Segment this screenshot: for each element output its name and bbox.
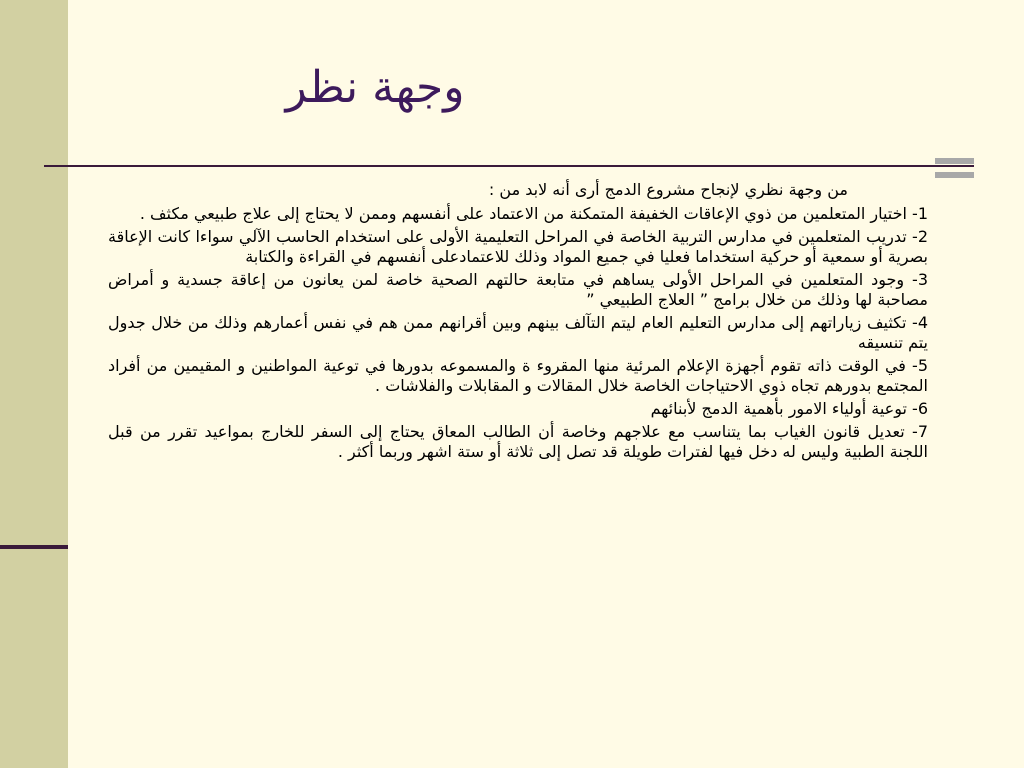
intro-text: من وجهة نظري لإنجاح مشروع الدمج أرى أنه لابد من : <box>488 180 848 199</box>
title-divider-line <box>44 165 974 167</box>
divider-accent-bottom <box>935 172 974 178</box>
slide-body <box>108 180 928 465</box>
divider-accent-top <box>935 158 974 164</box>
list-item: 4- تكثيف زياراتهم إلى مدارس التعليم العام ليتم التآلف بينهم وبين أقرانهم ممن هم في نفس أعمارهم وذلك من خلال جدول يتم تنسيقه <box>108 313 928 352</box>
list-item: 6- توعية أولياء الامور بأهمية الدمج لأبنائهم <box>650 399 928 418</box>
list-item: 7- تعديل قانون الغياب بما يتناسب مع علاجهم وخاصة أن الطالب المعاق يحتاج إلى السفر للخارج بمواعيد تقرر من قبل اللجنة الطبية وليس له دخل فيها لفترات طويلة قد تصل إلى ثلاثة أو ستة اشهر وربما أكثر . <box>108 422 928 461</box>
slide-title: وجهة نظر <box>285 62 465 113</box>
list-item: 1- اختيار المتعلمين من ذوي الإعاقات الخفيفة المتمكنة من الاعتماد على أنفسهم وممن لا يحتاج إلى علاج طبيعي مكثف . <box>139 204 928 223</box>
list-item: 2- تدريب المتعلمين في مدارس التربية الخاصة في المراحل التعليمية الأولى على استخدام الحاسب الآلي سواءا كانت الإعاقة بصرية أو سمعية أو حركية استخداما فعليا في جميع المواد وذلك للاعتمادعلى أنفسهم في القراءة والكتابة <box>108 227 928 266</box>
left-band-divider <box>0 545 68 549</box>
list-item: 3- وجود المتعلمين في المراحل الأولى يساهم في متابعة حالتهم الصحية خاصة لمن يعانون من إعاقة جسدية و أمراض مصاحبة لها وذلك من خلال برامج ” العلاج الطبيعي ” <box>108 270 928 309</box>
left-decorative-band <box>0 0 68 768</box>
list-item: 5- في الوقت ذاته تقوم أجهزة الإعلام المرئية منها المقروء ة والمسموعه بدورها في توعية المواطنين و المقيمين من أفراد المجتمع بدورهم تجاه ذوي الاحتياجات الخاصة خلال المقالات و المقابلات والفلاشات . <box>108 356 928 395</box>
